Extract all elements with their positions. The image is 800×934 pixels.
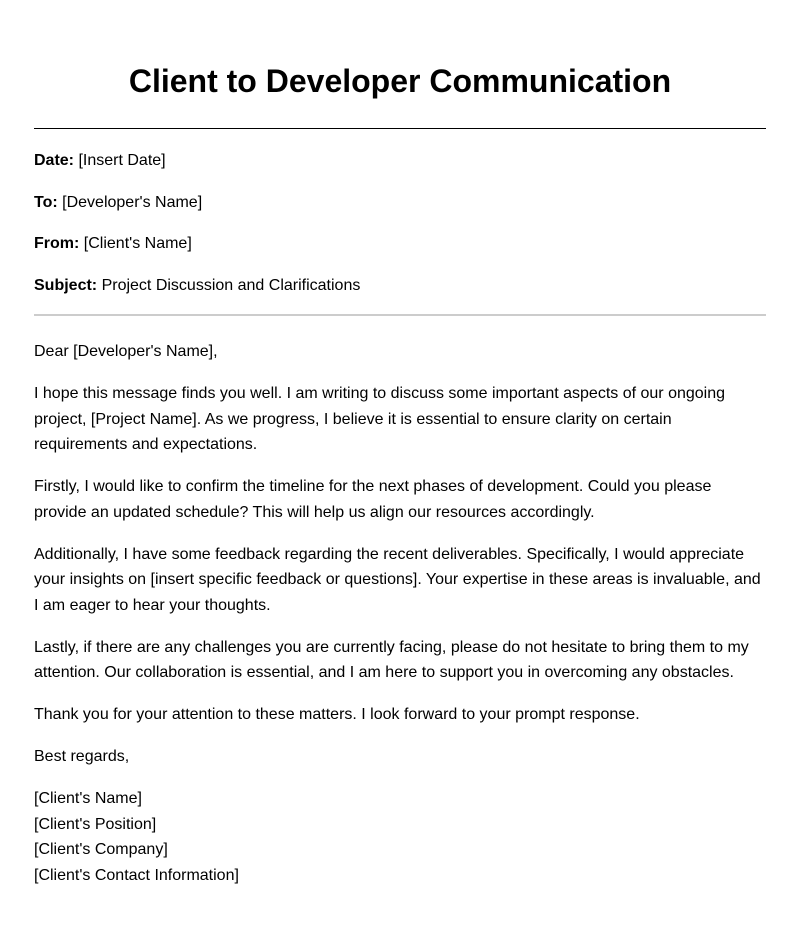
signature-name: [Client's Name]	[34, 790, 142, 808]
date-value: [Insert Date]	[78, 152, 166, 169]
document-title: Client to Developer Communication	[128, 63, 672, 99]
header-divider	[34, 314, 766, 316]
body-paragraph: Lastly, if there are any challenges you are currently facing, please do not hesitate to bring them to my attention. Our collaboration is essential, and I am here to support you in overcoming any obstacles.	[34, 638, 749, 682]
from-label: From:	[34, 235, 80, 253]
title-divider	[34, 128, 766, 129]
greeting: Dear [Developer's Name],	[34, 343, 218, 361]
subject-line	[34, 276, 766, 296]
letter-header	[34, 151, 766, 296]
body-paragraph: Additionally, I have some feedback regarding the recent deliverables. Specifically, I would appreciate your insights on [insert specific feedback or questions]. Your expertise in these areas is invaluable, and I am eager to hear your thoughts.	[34, 545, 761, 614]
closing: Best regards,	[34, 748, 130, 766]
date-label: Date:	[34, 152, 75, 169]
to-line	[34, 193, 766, 213]
to-label: To:	[34, 193, 58, 211]
body-paragraph: Thank you for your attention to these matters. I look forward to your prompt response.	[34, 706, 640, 724]
from-line	[34, 234, 766, 254]
letter-body	[34, 339, 766, 770]
to-value: [Developer's Name]	[62, 193, 203, 211]
date-line	[34, 151, 766, 171]
body-paragraph: Firstly, I would like to confirm the timeline for the next phases of development. Could you please provide an updated schedule? This will help us align our resources accordingly.	[34, 478, 712, 521]
signature-company: [Client's Company]	[34, 841, 168, 859]
subject-label: Subject:	[34, 277, 98, 295]
body-paragraph: I hope this message finds you well. I am writing to discuss some important aspects of our ongoing project, [Project Name]. As we progress, I believe it is essential to ensure clarity on certain requirements and expectations.	[34, 385, 726, 454]
signature-position: [Client's Position]	[34, 815, 157, 833]
subject-value: Project Discussion and Clarifications	[101, 277, 361, 295]
from-value: [Client's Name]	[83, 235, 192, 253]
signature-block	[34, 786, 766, 888]
signature-contact: [Client's Contact Information]	[34, 866, 239, 884]
